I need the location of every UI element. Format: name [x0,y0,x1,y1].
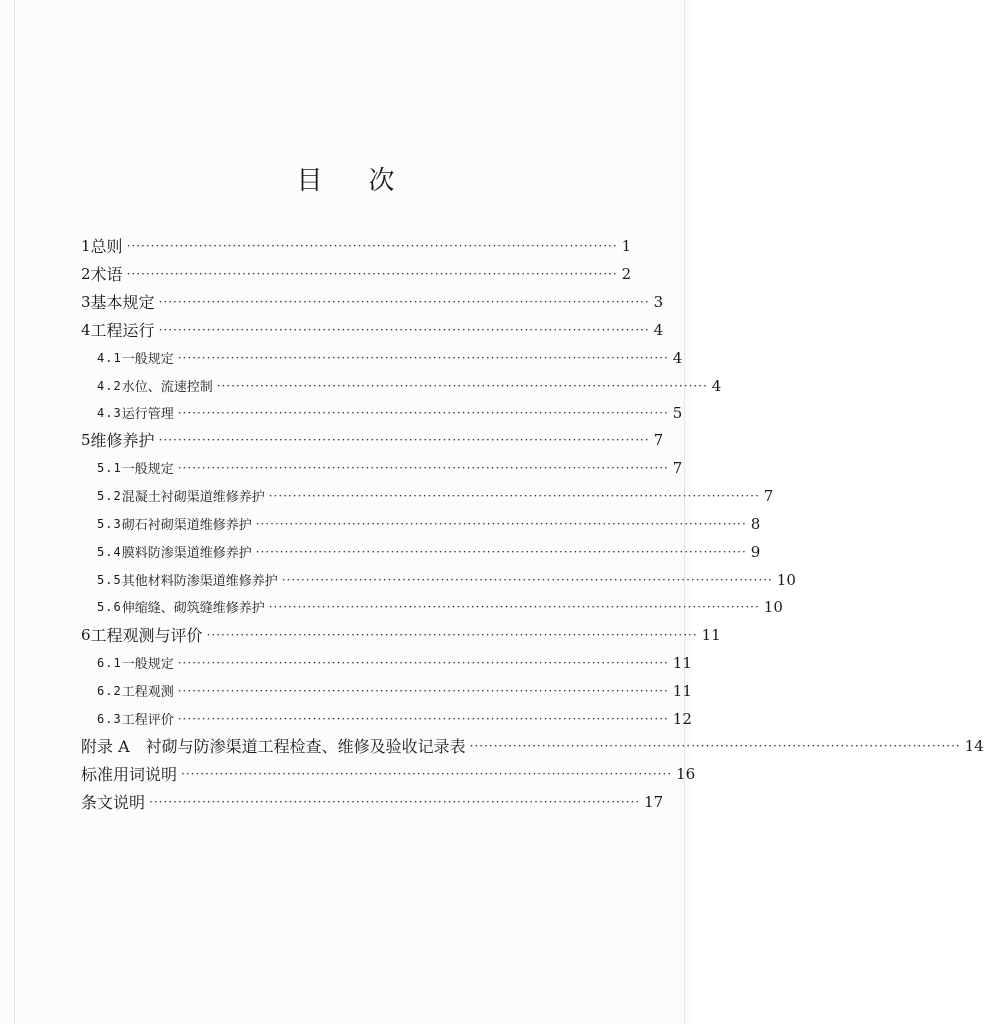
toc-entry-label: 其他材料防渗渠道维修养护 [121,574,278,589]
toc-leader: ······································································································ [181,766,673,781]
toc-leader: ······································································································ [126,238,618,253]
toc-entry-number: 6 [81,625,91,644]
toc-entry[interactable] [0,454,691,481]
toc-entry-label: 条文说明 [81,793,146,812]
toc-entry[interactable] [0,510,761,537]
toc-leader: ······································································································ [177,655,669,670]
toc-entry-number: 5 [81,430,91,449]
toc-entry-label: 基本规定 [90,293,155,312]
toc-entry-label: 工程观测与评价 [90,626,203,645]
toc-leader: ······································································································ [177,405,669,420]
toc-entry[interactable] [0,566,796,593]
toc-entry-page: 7 [653,430,664,449]
toc-leader: ······································································································ [149,794,641,809]
toc-entry-label: 一般规定 [121,462,174,477]
toc-entry[interactable] [0,705,691,732]
toc-entry-number: 4 [81,320,91,339]
toc-entry-number: 5.6 [97,599,122,614]
toc-entry-page: 12 [672,709,692,728]
toc-entry-page: 3 [653,292,664,311]
toc-entry-number: 3 [81,292,91,311]
toc-leader: ······································································································ [126,266,618,281]
toc-entry-label: 砌石衬砌渠道维修养护 [121,518,252,533]
toc-leader: ······································································································ [255,544,747,559]
toc-entry[interactable] [0,399,691,426]
toc-leader: ······································································································ [158,322,650,337]
title-part-2: 次 [368,166,395,196]
toc-entry-label: 工程运行 [90,321,155,340]
toc-entry[interactable] [0,232,691,259]
toc-leader: ······································································································ [177,711,669,726]
toc-entry-number: 5.5 [97,572,122,587]
toc-entry-explanation[interactable] [0,788,691,815]
toc-entry-label: 维修养护 [90,431,155,450]
toc-entry-page: 4 [711,376,722,395]
toc-leader: ······································································································ [469,738,961,753]
toc-entry[interactable] [0,538,761,565]
toc-entry-page: 7 [672,458,683,477]
toc-entry[interactable] [0,288,691,315]
toc-entry-number: 5.2 [97,488,122,503]
toc-entry-label: 工程评价 [121,713,174,728]
toc-entry[interactable] [0,649,691,676]
toc-entry-number: 6.2 [97,683,122,698]
toc-leader: ······································································································ [177,683,669,698]
toc-entry[interactable] [0,316,691,343]
toc-entry-page: 7 [763,486,774,505]
toc-leader: ······································································································ [216,378,708,393]
toc-leader: ······································································································ [206,627,698,642]
toc-entry[interactable] [0,621,721,648]
toc-entry-number: 4.2 [97,378,122,393]
toc-entry-label: 总则 [90,237,123,256]
toc-entry-page: 4 [672,348,683,367]
toc-entry-page: 9 [750,542,761,561]
toc-entry-number: 2 [81,264,91,283]
toc-entry-number: 5.3 [97,516,122,531]
page-title [0,160,691,197]
toc-entry-page: 11 [672,653,692,672]
toc-entry-label: 膜料防渗渠道维修养护 [121,546,252,561]
toc-entry-page: 10 [776,570,796,589]
toc-entry[interactable] [0,344,691,371]
toc-leader: ······································································································ [177,460,669,475]
toc-entry[interactable] [0,593,783,620]
toc-entry-page: 14 [964,736,984,755]
toc-entry-label: 混凝土衬砌渠道维修养护 [121,490,265,505]
toc-entry-page: 10 [763,597,783,616]
toc-entry-page: 16 [676,764,696,783]
toc-entry-page: 8 [750,514,761,533]
toc-entry[interactable] [0,482,774,509]
toc-entry-number: 4.3 [97,405,122,420]
toc-entry-page: 4 [653,320,664,339]
toc-entry-label: 一般规定 [121,657,174,672]
toc-entry-label: 运行管理 [121,407,174,422]
title-part-1: 目 [296,166,323,196]
toc-entry-number: 6.1 [97,655,122,670]
toc-entry-number: 4.1 [97,350,122,365]
toc-leader: ······································································································ [268,599,760,614]
toc-entry[interactable] [0,372,722,399]
toc-entry-page: 11 [701,625,721,644]
toc-entry-standard-terms[interactable] [0,760,696,787]
toc-entry-number: 5.4 [97,544,122,559]
toc-entry-label: 附录 A 衬砌与防渗渠道工程检查、维修及验收记录表 [81,737,466,756]
toc-leader: ······································································································ [158,294,650,309]
toc-entry[interactable] [0,677,691,704]
toc-entry-appendix[interactable] [0,732,984,759]
toc-leader: ······································································································ [281,572,773,587]
toc-entry-label: 术语 [90,265,123,284]
toc-entry-number: 1 [81,236,91,255]
toc-entry-label: 水位、流速控制 [121,380,213,395]
toc-entry-page: 2 [621,264,632,283]
toc-entry-page: 1 [621,236,632,255]
toc-entry-number: 5.1 [97,460,122,475]
toc-entry-page: 5 [672,403,683,422]
toc-leader: ······································································································ [158,432,650,447]
toc-entry-label: 标准用词说明 [81,765,178,784]
toc-entry-label: 工程观测 [121,685,174,700]
toc-entry-label: 伸缩缝、砌筑缝维修养护 [121,601,265,616]
toc-leader: ······································································································ [268,488,760,503]
toc-leader: ······································································································ [255,516,747,531]
toc-entry[interactable] [0,426,691,453]
toc-entry-number: 6.3 [97,711,122,726]
toc-entry-page: 11 [672,681,692,700]
toc-leader: ······································································································ [177,350,669,365]
toc-entry[interactable] [0,260,691,287]
toc-entry-page: 17 [644,792,664,811]
toc-entry-label: 一般规定 [121,352,174,367]
